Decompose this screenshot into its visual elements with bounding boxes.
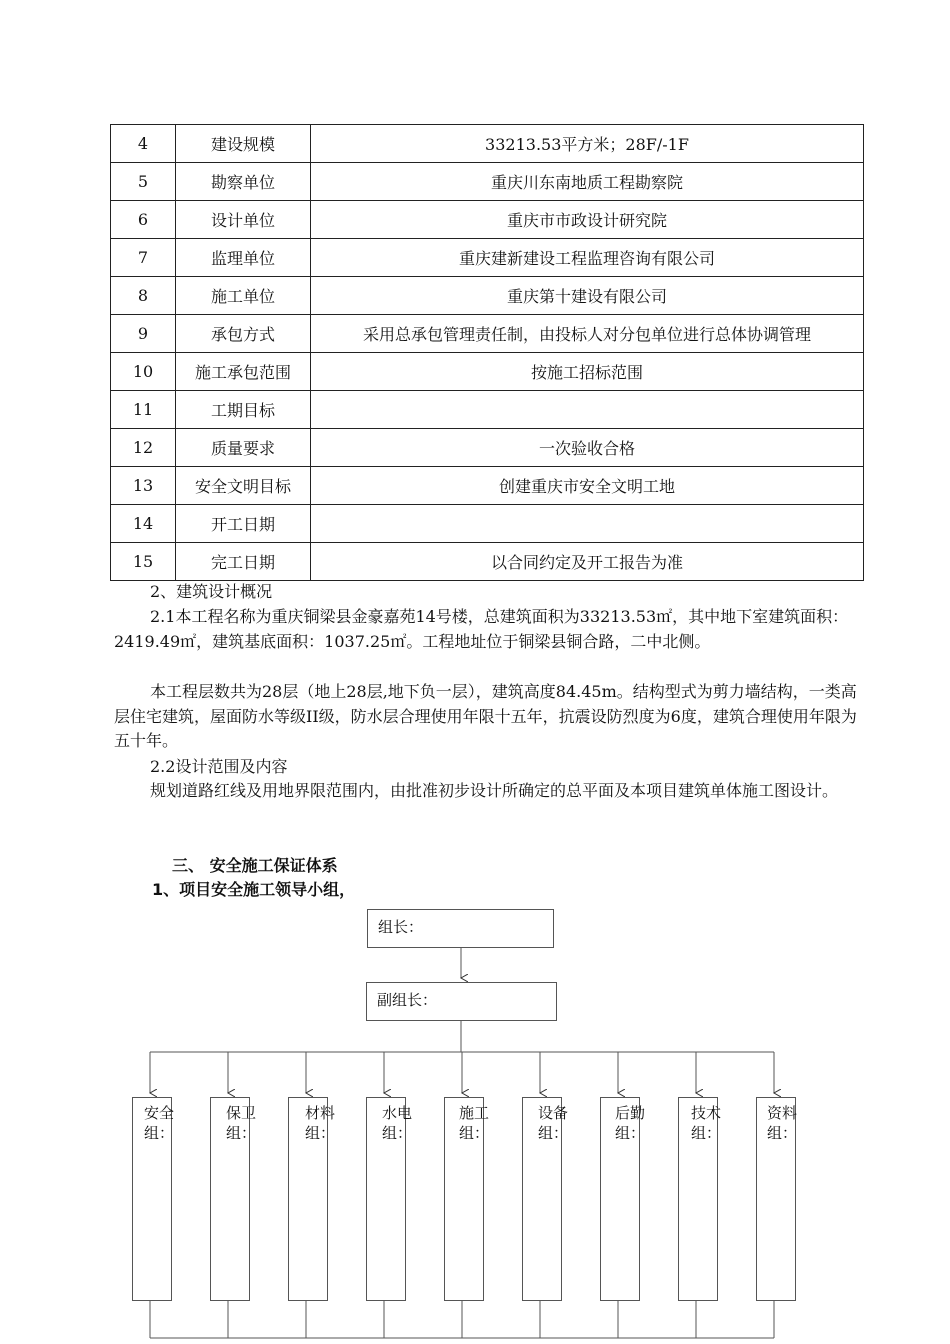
row-value: 重庆建新建设工程监理咨询有限公司 (311, 239, 864, 277)
row-value: 按施工招标范围 (311, 353, 864, 391)
row-item: 施工单位 (176, 277, 311, 315)
row-item: 工期目标 (176, 391, 311, 429)
row-item: 监理单位 (176, 239, 311, 277)
group-label: 后勤组： (615, 1104, 646, 1142)
row-item: 建设规模 (176, 125, 311, 163)
row-item: 完工日期 (176, 543, 311, 581)
group-label: 材料组： (305, 1104, 336, 1142)
group-label: 施工组： (459, 1104, 490, 1142)
row-value: 创建重庆市安全文明工地 (311, 467, 864, 505)
paragraph-floors: 本工程层数共为28层（地上28层,地下负一层），建筑高度84.45m。结构型式为剪力墙结构，一类高层住宅建筑，屋面防水等级II级，防水层合理使用年限十五年，抗震设防烈度为6度，建筑合理使用年限为五十年。 (114, 682, 857, 750)
row-number: 13 (111, 467, 176, 505)
paragraph-2-1: 2.1本工程名称为重庆铜梁县金豪嘉苑14号楼，总建筑面积为33213.53㎡，其中地下室建筑面积：2419.49㎡，建筑基底面积：1037.25㎡。工程地址位于铜梁县铜合路，二中北侧。 (114, 607, 849, 651)
row-value: 一次验收合格 (311, 429, 864, 467)
group-label: 技术组： (691, 1104, 722, 1142)
row-number: 7 (111, 239, 176, 277)
branch-arrows (150, 1052, 774, 1093)
group-label: 水电组： (382, 1104, 413, 1142)
row-value: 采用总承包管理责任制，由投标人对分包单位进行总体协调管理 (311, 315, 864, 353)
row-number: 14 (111, 505, 176, 543)
row-item: 开工日期 (176, 505, 311, 543)
section-2-title: 2、建筑设计概况 (150, 582, 273, 601)
row-item: 施工承包范围 (176, 353, 311, 391)
row-value: 33213.53平方米；28F/-1F (311, 125, 864, 163)
row-value: 重庆川东南地质工程勘察院 (311, 163, 864, 201)
bottom-connectors (150, 1301, 774, 1338)
row-value: 重庆市市政设计研究院 (311, 201, 864, 239)
row-item: 勘察单位 (176, 163, 311, 201)
row-item: 安全文明目标 (176, 467, 311, 505)
deputy-label: 副组长： (377, 991, 438, 1009)
section-2-2-title: 2.2设计范围及内容 (150, 757, 288, 776)
deputy-box (366, 982, 557, 1021)
row-value: 以合同约定及开工报告为准 (311, 543, 864, 581)
leader-box (367, 909, 554, 948)
group-label: 保卫组： (226, 1104, 257, 1142)
group-label: 资料组： (767, 1104, 798, 1142)
row-item: 质量要求 (176, 429, 311, 467)
row-number: 12 (111, 429, 176, 467)
row-number: 4 (111, 125, 176, 163)
row-item: 设计单位 (176, 201, 311, 239)
row-number: 6 (111, 201, 176, 239)
subsection-leadership-group: 1、项目安全施工领导小组， (152, 880, 356, 899)
row-number: 15 (111, 543, 176, 581)
row-number: 5 (111, 163, 176, 201)
row-number: 8 (111, 277, 176, 315)
group-label: 设备组： (538, 1104, 569, 1142)
row-item: 承包方式 (176, 315, 311, 353)
leader-label: 组长： (378, 918, 424, 936)
row-number: 11 (111, 391, 176, 429)
paragraph-design-scope: 规划道路红线及用地界限范围内，由批准初步设计所确定的总平面及本项目建筑单体施工图设计。 (150, 781, 839, 800)
group-label: 安全组： (144, 1104, 175, 1142)
row-value: 重庆第十建设有限公司 (311, 277, 864, 315)
section-3-heading: 三、 安全施工保证体系 (172, 856, 338, 875)
row-number: 9 (111, 315, 176, 353)
row-number: 10 (111, 353, 176, 391)
